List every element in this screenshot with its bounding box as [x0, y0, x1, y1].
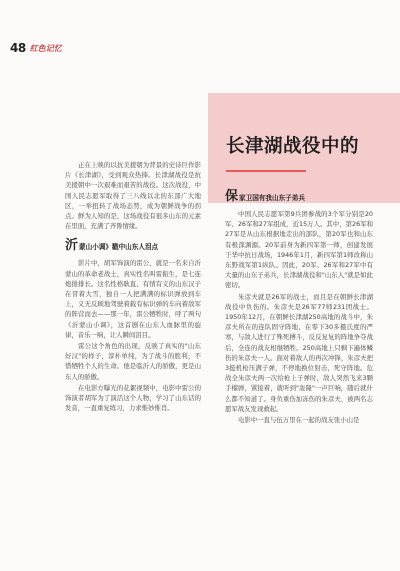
body-paragraph: 中国人民志愿军第9兵团参战的3个军分别是20军、26军和27军组成，近15万人。其中，第26军和27军是从山东根据地走出的部队，第20军也和山东有极深渊源。20军前身为新四军第一师，创建发展于华中抗日战场，1946年1月，新四军第1师改称山东野战军第1纵队。因此，20军、26军和27军中有大量的山东子弟兵，长津湖战役和"山东人"就是如此密切。	[225, 210, 373, 290]
section-name: 红色记忆	[29, 43, 62, 53]
body-paragraph: 朱彦夫就是26军的战士，而且是在朝鲜长津湖战役中负伤的。朱彦夫是26军77师231团战士。1950年12月，在朝鲜长津湖250高地的战斗中，朱彦夫所在的连队固守阵地，在零下30多摄氏度的严寒，与敌人进行了殊死搏斗，反反复复的阵地争夺战后，全连的战友相继牺牲。250高地上只剩下遍体鳞伤的朱彦夫一人。面对着敌人的再次冲锋，朱彦夫把3挺机枪压满子弹，不停地换位射击，死守阵地。危战全朱彦夫两一次给枪上子弹时，敌人突然飞来3颗手榴弹，紧接着，就听到"轰隆"一声巨响，随后就什么都不知道了。身负重伤加冻伤的朱彦夫，被两名志愿军战友发现救起。	[225, 292, 373, 413]
title-underline	[226, 170, 306, 172]
subhead-big-char: 保	[225, 189, 239, 204]
subhead-baojia	[225, 190, 373, 203]
subhead-big-char: 沂	[65, 238, 79, 254]
body-paragraph: 在电影方曝光的花絮视频中，电影中雷公的饰演者胡军为了演活这个人物，学习了山东话的发音，一直重复练习，力求惟妙惟肖。	[65, 383, 201, 413]
left-column	[65, 160, 201, 414]
subhead-text: 蒙山小调》戳中山东人泪点	[79, 243, 159, 252]
subhead-yimeng	[65, 239, 201, 252]
right-column	[225, 190, 373, 426]
subhead-text: 家卫国有我山东子弟兵	[239, 194, 305, 202]
body-paragraph: 雷公这个角色的出现，反映了真实的"山东好汉"的样子，淳朴单纯，为了战斗的胜利，不惜牺牲个人的生命。他是临沂人的骄傲，更是山东人的骄傲。	[65, 342, 201, 381]
body-paragraph: 电影中一直与伍万里在一起的战友张小山是	[238, 416, 360, 425]
page-title: 长津湖战役中的	[226, 136, 360, 157]
intro-paragraph: 正在上映的以抗美援朝为背景的史诗巨作影片《长津湖》，受到观众热捧。长津湖战役是抗美援朝中一次艰难而艰苦的战役。这次战役，中国人民志愿军取得了三八线以北的东部广大地区，一举扭转了战场态势，成为朝鲜战争的拐点。鲜为人知的是，这场战役有很多山东的元素在里面，充满了齐鲁情缘。	[65, 161, 201, 231]
body-paragraph: 影片中，胡军饰演的雷公，就是一名来自沂蒙山的革命老战士，真实性名叫雷振生，是七连炮排排长。这名性格耿直、有情有义的山东汉子在冒着大雪，独自一人把满满的标识弹放到车上，义无反顾地驾驶着载有标识弹的车向着敌军的阵营而去——那一年，雷公牺牲时，呼了两句《沂蒙山小调》，这首剧在山东人血脉里的旋律，音乐一响，让人瞬间泪目。	[65, 259, 201, 339]
page-number: 48	[10, 41, 26, 55]
page-header	[10, 40, 62, 56]
